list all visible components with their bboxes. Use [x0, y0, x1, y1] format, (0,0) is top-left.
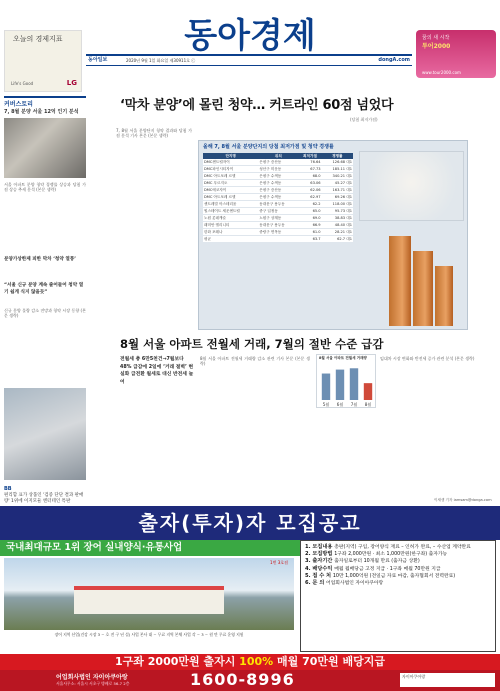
ad-notes: 장어 지역 산업(건강 시장 3 ~ 호 전 구 년 설) 사업 본사 대 ~ 무료 지역 본체 사업 각 ~ 3 ~ 원 만 무료 운영 지원 [54, 632, 244, 637]
brand-name: 동아일보 [88, 57, 108, 63]
ad-term-text: 어업회사법인 자이아쿠아랑 [326, 581, 384, 587]
table-cell: 래미안 엘리니티 [203, 222, 258, 229]
table-cell: 95.73 대1 [322, 208, 353, 215]
byline: 이새샘 기자 iamsam@donga.com [434, 498, 492, 502]
left-box-title: BB [4, 486, 12, 492]
table-cell: 62.06 [298, 187, 321, 194]
table-row [203, 194, 353, 201]
table-cell: 노원구 상계동 [258, 215, 298, 222]
ad-right-url: www.tour2000.com [422, 70, 461, 75]
table-cell: 45.27 대1 [322, 180, 353, 187]
chart-tick-label: 6월 [336, 402, 344, 407]
ad-right-tour[interactable] [416, 30, 496, 78]
table-row [203, 222, 353, 229]
ad-term-label: 4. 배당수익 [305, 565, 335, 572]
ad-footer [0, 670, 500, 691]
chart-bar [322, 374, 330, 400]
ad-term-text: 10만 1,000억원 (전일금 자료 마감, 출자협회서 전력완료) [332, 573, 456, 579]
table-row [203, 229, 353, 236]
website-link[interactable]: dongA.com [378, 57, 410, 63]
table-body [203, 159, 353, 243]
infographic-table-box [198, 140, 468, 330]
table-cell: 은평구 수색동 [258, 173, 298, 180]
table-cell: 한화 포레나 [203, 229, 258, 236]
table-header-cell: 경쟁률 [322, 153, 353, 159]
ad-left-title: 오늘의 경제지표 [13, 35, 63, 43]
table-cell: 성산구 미운동 [258, 166, 298, 173]
table-cell: 69.26 대1 [322, 194, 353, 201]
ad-footer-address: 서울사무소: 서울시 서초구 방배로 56-7 2층 [56, 681, 130, 686]
table-cell: 평균 [203, 236, 258, 243]
building-illustration-3 [435, 266, 453, 326]
section2-body-2: 임대차 시장 변화와 반전세 증가 관련 분석 (본문 생략) [380, 356, 475, 361]
issue-date: 2020년 9월 1일 화요일 제30911호 ⓒ [126, 58, 196, 63]
lg-logo: LG [66, 79, 77, 87]
ad-left-slogan: Life's Good [11, 81, 34, 86]
table-cell: 62.97 [298, 194, 321, 201]
ad-term-text: 출자일로부터 10개월 만료 (출자금 상환) [334, 559, 420, 565]
table-cell: 동대문구 용두동 [258, 201, 298, 208]
table-cell: 340.21 대1 [322, 173, 353, 180]
ad-offer-bar [0, 654, 500, 670]
section2-headline: 8월 서울 아파트 전월세 거래, 7월의 절반 수준 급감 [120, 337, 384, 351]
ad-photo-building [74, 586, 224, 614]
table-cell: DMC 아트포레 르엘 [203, 173, 258, 180]
table-cell: 28.21 대1 [322, 229, 353, 236]
table-cell: 62.2 [298, 201, 321, 208]
table-row [203, 166, 353, 173]
ad-term-item [305, 566, 491, 573]
table-cell: 61.0 [298, 229, 321, 236]
chart-tick-label: 8월 [364, 402, 372, 407]
left-photo-2 [4, 388, 86, 480]
ad-term-text: 1구좌 2,000만원 · 최소 1,000만원(한구좌) 출자가능 [334, 552, 448, 558]
table-cell: DMC센트럴자이 [203, 159, 258, 166]
table-row [203, 236, 353, 243]
table-cell: 동대문구 용두동 [258, 222, 298, 229]
chart-title: 8월 서울 아파트 전월세 거래량 [319, 356, 367, 360]
main-body-text: 7, 8월 서울 분양단지 청약 결과와 당첨 가점 분석 기사 본문 (본문 생략) [116, 128, 192, 139]
table-cell: 69.0 [298, 215, 321, 222]
table-cell: 66.9 [298, 222, 321, 229]
ad-term-label: 3. 출자기간 [305, 558, 335, 565]
table-cell: DMC 푸르지오 [203, 180, 258, 187]
ad-headline[interactable]: 출자(투자)자 모집공고 [0, 506, 500, 540]
ad-term-label: 6. 문 의 [305, 580, 327, 587]
ad-term-item [305, 573, 491, 580]
left-column [4, 96, 86, 534]
left-body-text: 서울 아파트 분양 청약 경쟁률 상승과 당첨 가점 상승 추세 분석 (본문 생략) [4, 182, 86, 193]
table-cell: 62.7 대1 [322, 236, 353, 243]
chart-bar [350, 368, 358, 400]
table-header-cell: 최저가점 [298, 153, 321, 159]
table-cell: 185.11 대1 [322, 166, 353, 173]
table-row [203, 215, 353, 222]
table-header-cell: 위치 [258, 153, 298, 159]
left-box-text: 편리함 표가 상품인 '검증 단단 결과 판매량' 1위에 이지모듈 엔터테인 특판 [4, 493, 84, 504]
table-cell: 63.7 [298, 236, 321, 243]
table-cell: 68.0 [298, 173, 321, 180]
section-kicker: 커버스토리 [4, 96, 86, 105]
table-header-cell: 단지명 [203, 153, 258, 159]
ad-term-label: 2. 모집방법 [305, 551, 335, 558]
table-cell: 은평구 증산동 [258, 187, 298, 194]
table-cell [258, 236, 298, 243]
ad-footer-box: 자이아쿠아랑 [400, 673, 495, 687]
table-row [203, 187, 353, 194]
left-body-text-2: 신규 분양 물량 감소 전망과 청약 시장 동향 (본문 생략) [4, 308, 86, 319]
table-cell: 은평구 증산동 [258, 159, 298, 166]
ad-term-text: 매월 월배당금 고정 지급 · 1구좌 매월 70만원 지급 [334, 566, 441, 572]
ad-term-item [305, 558, 491, 565]
table-cell: 126.68 대1 [322, 159, 353, 166]
ad-term-label: 5. 접 수 처 [305, 572, 333, 579]
section2-lead: 전월세 총 6만5천건→7월보다 48% 급감에 2일에 ‘거래 절벽’ 현실화 급전환 월세로 대신 반전세 늘어 [120, 357, 194, 385]
table-row [203, 180, 353, 187]
chart-bar [336, 370, 344, 400]
left-photo [4, 118, 86, 178]
headline-credit: (당첨 최저가점) [350, 117, 378, 122]
table-cell: 65.0 [298, 208, 321, 215]
chart-bar [364, 383, 372, 400]
ad-term-text: 총판(지역) 구입, 장어양식 재료 – 인허가 완료, – 수산업 계약완료 [334, 545, 471, 550]
ad-right-line2: 투어2000 [422, 43, 451, 50]
chart-tick-label: 5월 [322, 402, 330, 407]
left-subhead-1: 분양가상한제 피한 막차 ‘청약 열풍’ [4, 257, 77, 262]
table-row [203, 201, 353, 208]
table-cell: 중구 입정동 [258, 208, 298, 215]
section2-body-1: 8월 서울 아파트 전월세 거래량 감소 관련 기사 본문 (본문 생략) [200, 356, 310, 367]
table-cell: 센트레빌 아스테리움 [203, 201, 258, 208]
rent-chart [316, 354, 376, 408]
ad-offer-text: 1구좌 2000만원 출자시 [115, 655, 240, 668]
table-cell: 중랑구 면목동 [258, 229, 298, 236]
table-cell: 노원 롯데캐슬 [203, 215, 258, 222]
table-cell: 은평구 수색동 [258, 194, 298, 201]
table-row [203, 173, 353, 180]
ad-left-lg[interactable] [4, 30, 82, 92]
left-subhead-2: “서울 신규 분양 계속 줄어들어 청약 열기 쉽게 식지 않을듯” [4, 283, 84, 295]
table-cell: DMC에코자이 [203, 187, 258, 194]
ad-term-item [305, 580, 491, 587]
ad-terms-list [300, 540, 496, 652]
ad-footer-brand: 어업회사법인 자이아쿠아랑 [56, 674, 128, 681]
table-cell: 118.00 대1 [322, 201, 353, 208]
seoul-map [359, 151, 464, 221]
dateline [86, 54, 412, 66]
table-cell: 76.64 [298, 159, 321, 166]
table-cell: 67.73 [298, 166, 321, 173]
ad-right-line1: 꿈의 새 시작 [422, 35, 450, 41]
left-headline: 7, 8월 분양 서울 12억 인기 분석 [4, 109, 79, 115]
table-cell: 163.71 대1 [322, 187, 353, 194]
ad-offer-tail: 매월 70만원 배당지급 [273, 655, 385, 668]
table-title: 올해 7, 8월 서울 분양단지의 당첨 최저가점 및 청약 경쟁률 [203, 144, 334, 150]
chart-tick-label: 7월 [350, 402, 358, 407]
building-illustration-1 [389, 236, 411, 326]
table-cell: 63.06 [298, 180, 321, 187]
table-cell: DMC파인시티자이 [203, 166, 258, 173]
rent-chart-svg [319, 363, 375, 407]
main-headline: ‘막차 분양’에 몰린 청약… 커트라인 60점 넘었다 [120, 98, 394, 113]
ad-photo-label: 1번 3호점 [270, 560, 288, 565]
ad-photo [4, 558, 294, 630]
table-cell: DMC 아트포레 르엘 [203, 194, 258, 201]
table-cell: 48.40 대1 [322, 222, 353, 229]
paper-title: 동아경제 [184, 16, 316, 56]
table-row [203, 208, 353, 215]
ad-offer-highlight: 100% [239, 655, 274, 668]
table-cell: 힐스테이트 세운센트럴 [203, 208, 258, 215]
ad-phone-number[interactable]: 1600-8996 [190, 670, 295, 689]
ad-subheadline: 국내최대규모 1위 장어 실내양식·유통사업 [0, 540, 300, 556]
ad-term-label: 1. 모집내용 [305, 544, 335, 550]
score-table [203, 153, 353, 243]
table-cell: 38.83 대1 [322, 215, 353, 222]
building-illustration-2 [413, 251, 433, 326]
table-cell: 은평구 수색동 [258, 180, 298, 187]
